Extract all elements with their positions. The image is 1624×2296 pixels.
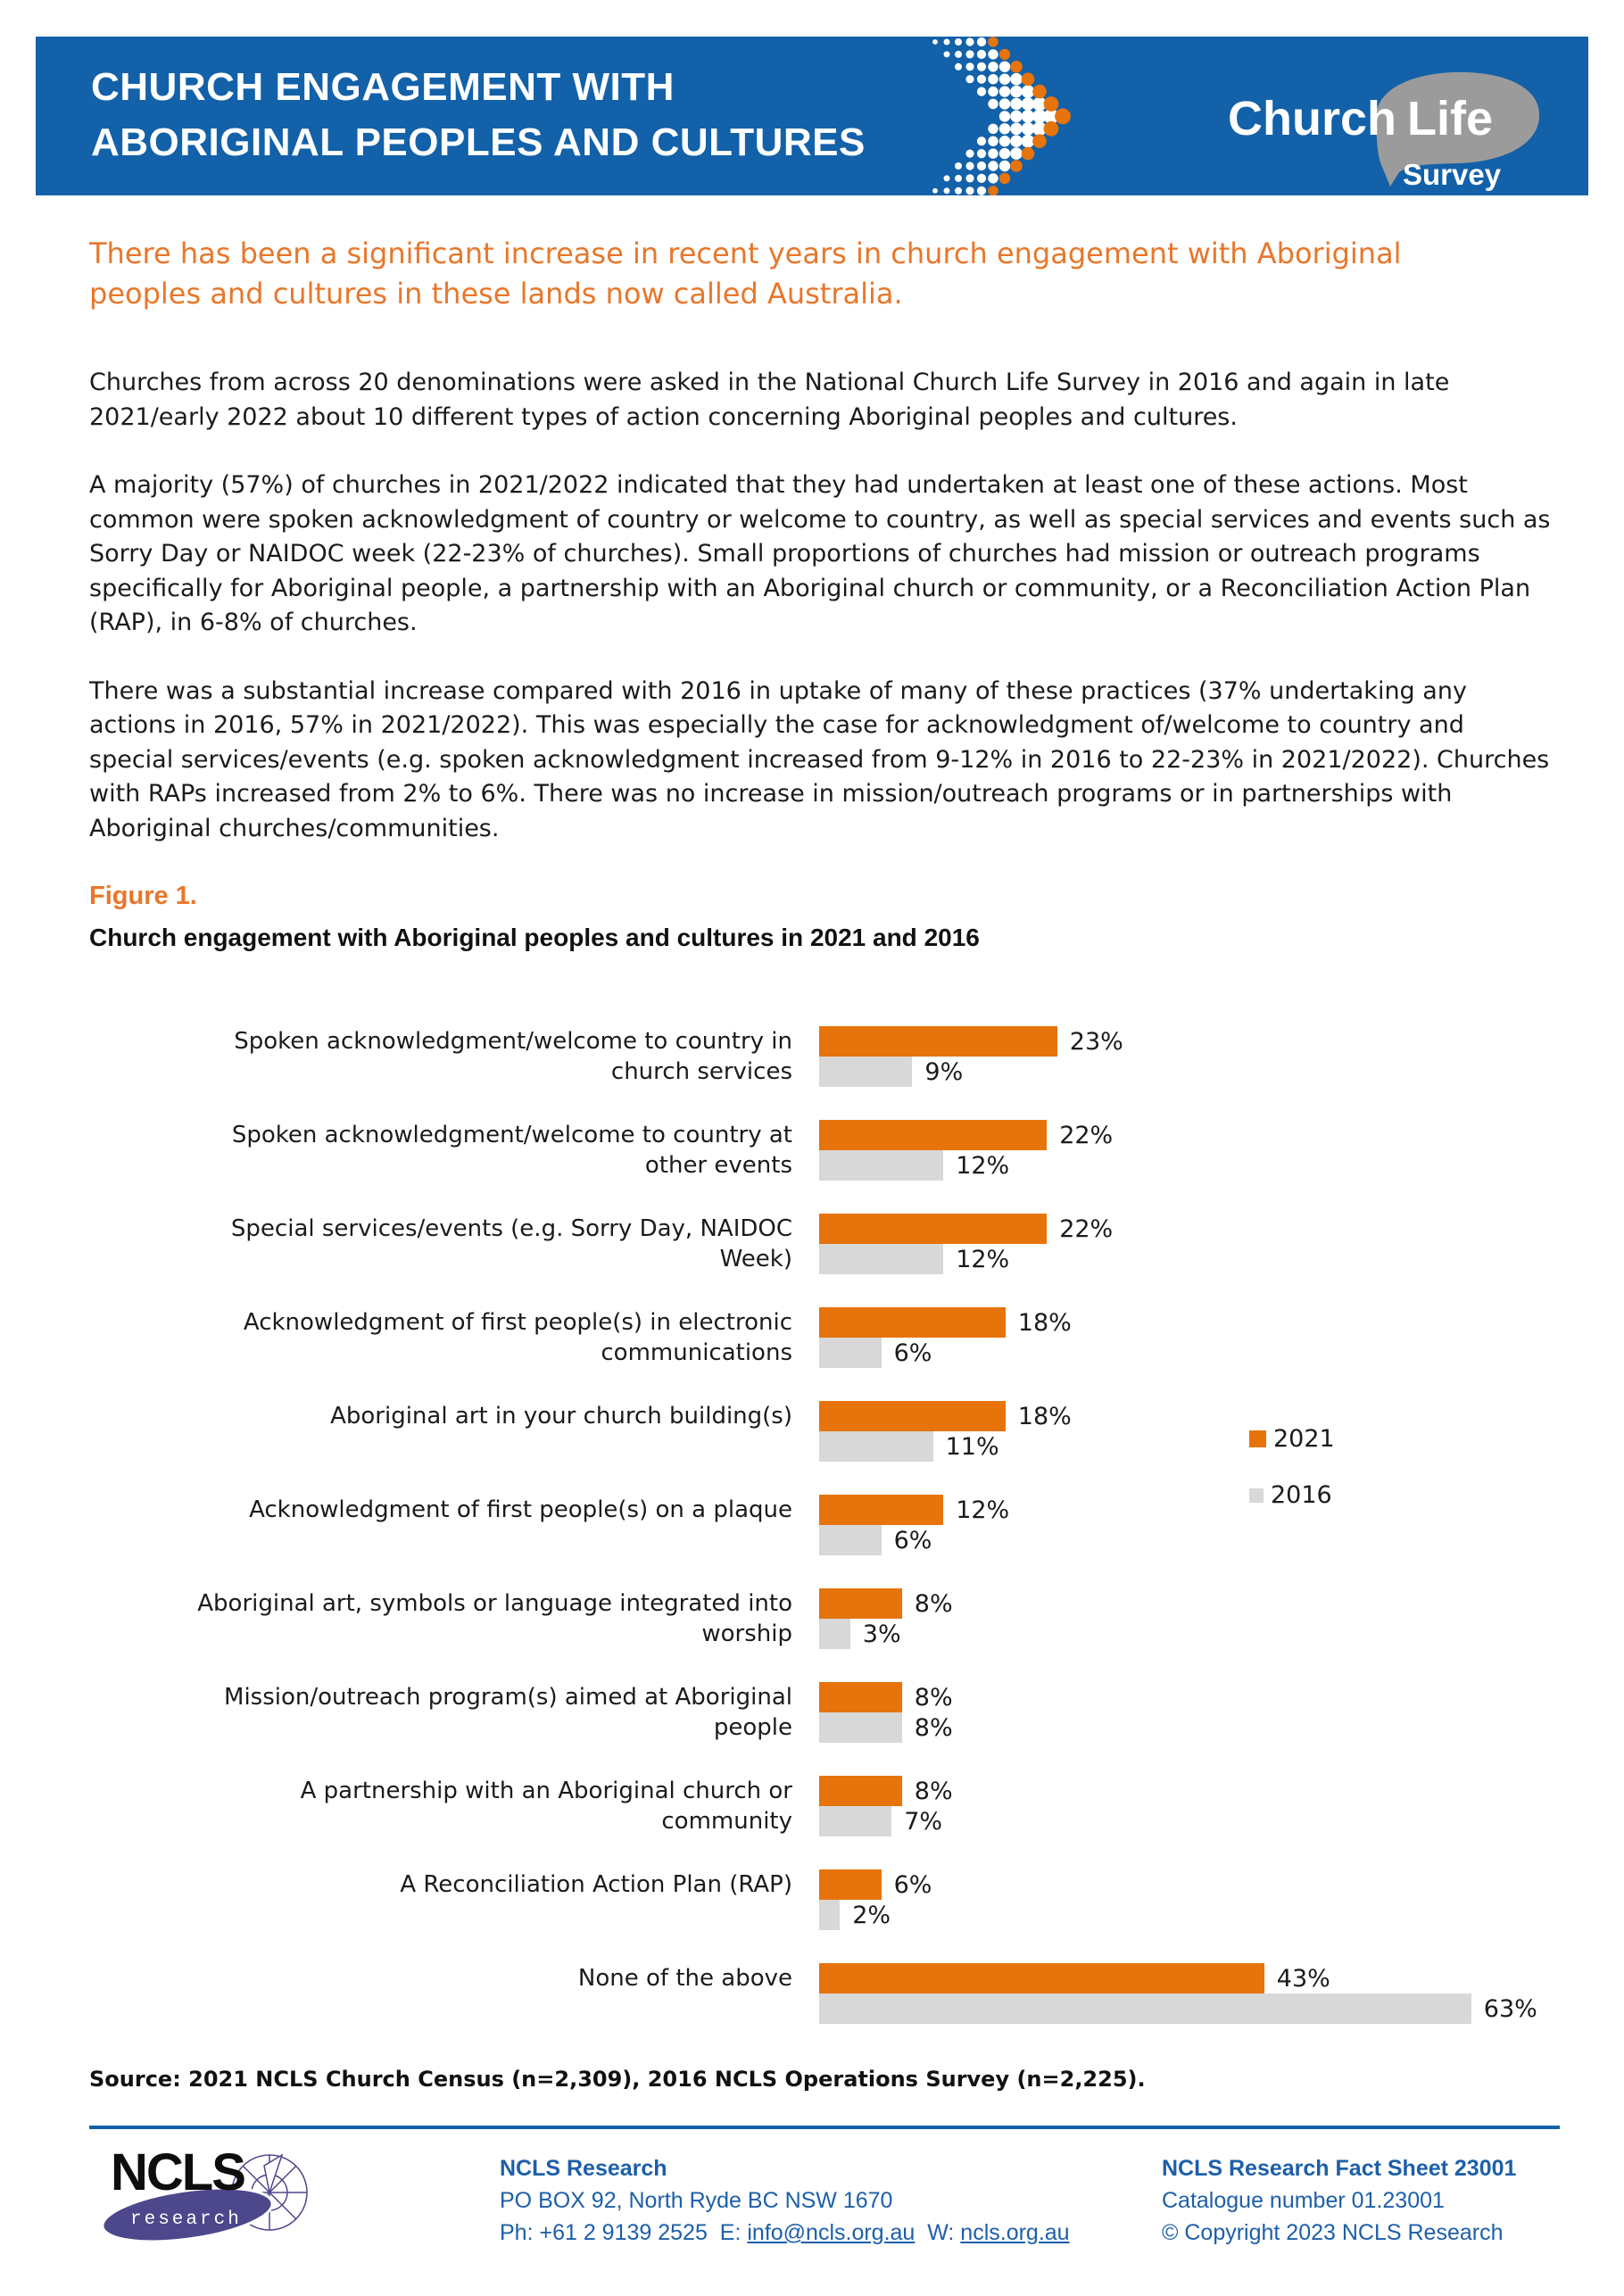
chart-row [89,1307,1570,1401]
category-label: A partnership with an Aboriginal church or community [300,1778,792,1835]
bar-value-2021: 23% [1069,1027,1123,1056]
website-link[interactable]: ncls.org.au [960,2220,1070,2245]
bar-2021 [819,1963,1264,1993]
document-title-line1: CHURCH ENGAGEMENT WITH [91,65,675,109]
document-title-line2: ABORIGINAL PEOPLES AND CULTURES [91,120,866,164]
intro-section [89,234,1553,880]
chart-row [89,1682,1570,1776]
bar-2016 [819,1338,882,1368]
bar-2016 [819,1057,912,1087]
legend-item-2021 [1249,1425,1335,1453]
bar-value-2021: 18% [1017,1402,1072,1430]
chart-row [89,1401,1570,1495]
bar-value-2021: 12% [956,1496,1010,1524]
chart-row [89,1869,1570,1963]
logo-survey-text: Survey [1403,158,1502,191]
category-label: Spoken acknowledgment/welcome to country at other events [231,1122,792,1179]
bar-value-2021: 6% [893,1870,932,1899]
category-label: None of the above [577,1965,792,1992]
bar-2021 [819,1776,902,1806]
paragraph-3: There was a substantial increase compared with 2016 in uptake of many of these practices (37% undertaking any actions in 2016, 57% in 2021/2022). This was especially the case for acknowledgment of/welcome to country and special services/events (e.g. spoken acknowledgment increased from 9-12% in 2016 to 22-23% in 2021/2022). Churches with RAPs increased from 2% to 6%. There was no increase in mission/outreach programs or in partnerships with Aboriginal churches/communities. [89,676,1550,842]
footer-contact-block [500,2152,1070,2249]
paragraph-2: A majority (57%) of churches in 2021/2022 indicated that they had undertaken at least one of these actions. Most common were spoken acknowledgment of country or welcome to country, as well as special services and events such as Sorry Day or NAIDOC week (22-23% of churches). Small proportions of churches had mission or outreach programs specifically for Aboriginal people, a partnership with an Aboriginal church or community, or a Reconciliation Action Plan (RAP), in 6-8% of churches. [89,471,1551,636]
bar-2021 [819,1120,1047,1150]
bar-2021 [819,1401,1006,1431]
bar-2016 [819,1431,933,1462]
bar-value-2016: 12% [956,1245,1010,1273]
footer-org-name: NCLS Research [500,2156,667,2181]
footer-publication-block [1162,2152,1516,2249]
email-label: E: [719,2220,742,2245]
bar-value-2016: 6% [893,1339,932,1367]
bar-2021 [819,1869,882,1900]
bar-2021 [819,1495,943,1525]
document-title [91,60,866,170]
footer-contact-line [500,2217,1070,2249]
chart-row [89,1776,1570,1869]
phone-number: +61 2 9139 2525 [539,2220,708,2245]
chart-row [89,1588,1570,1682]
category-label: Mission/outreach program(s) aimed at Aboriginal people [224,1684,792,1741]
bar-2021 [819,1588,902,1619]
bar-2021 [819,1026,1057,1057]
fact-sheet-number: NCLS Research Fact Sheet 23001 [1162,2156,1517,2181]
category-label: Spoken acknowledgment/welcome to country in church services [234,1028,792,1085]
bar-value-2016: 3% [862,1620,901,1648]
catalogue-number: Catalogue number 01.23001 [1162,2188,1445,2213]
bar-value-2016: 63% [1483,1994,1537,2023]
bar-2021 [819,1307,1006,1338]
bar-2021 [819,1682,902,1712]
bar-2016 [819,1619,850,1649]
legend-swatch-2021 [1249,1430,1266,1447]
legend-swatch-2016 [1249,1488,1264,1503]
category-label: A Reconciliation Action Plan (RAP) [400,1871,792,1898]
footer-address: PO BOX 92, North Ryde BC NSW 1670 [500,2188,893,2213]
category-label: Aboriginal art in your church building(s) [330,1403,792,1430]
category-label: Special services/events (e.g. Sorry Day, NAIDOC Week) [230,1215,792,1272]
bar-value-2021: 22% [1059,1214,1114,1243]
legend-label-2021: 2021 [1273,1425,1335,1453]
chart-row [89,1120,1570,1214]
bar-value-2021: 8% [914,1777,953,1805]
chart-row [89,1214,1570,1307]
bar-value-2021: 43% [1276,1964,1330,1993]
paragraph-1: Churches from across 20 denominations were asked in the National Church Life Survey in 2016 and again in late 2021/early 2022 about 10 different types of action concerning Aboriginal peoples and cultures. [89,369,1450,431]
bar-value-2016: 6% [893,1526,932,1554]
category-label: Acknowledgment of first people(s) in electronic communications [243,1309,792,1366]
bar-value-2021: 8% [914,1589,953,1618]
bar-2016 [819,1150,943,1181]
category-label: Aboriginal art, symbols or language integrated into worship [197,1590,792,1647]
bar-2016 [819,1525,882,1555]
church-life-survey-logo [1224,67,1545,195]
bar-2016 [819,1993,1471,2024]
bar-value-2016: 11% [945,1432,999,1461]
ncls-research-logo [98,2143,330,2246]
email-link[interactable]: info@ncls.org.au [747,2220,916,2245]
bar-2016 [819,1244,943,1274]
bar-chart [89,1026,1570,2057]
legend-label-2016: 2016 [1271,1481,1332,1509]
copyright-line: © Copyright 2023 NCLS Research [1162,2220,1504,2245]
bar-value-2016: 12% [956,1151,1010,1180]
bar-2016 [819,1806,891,1836]
logo-ncls-text: NCLS [111,2143,244,2201]
chart-rows [89,1026,1570,2057]
bar-2021 [819,1214,1047,1244]
chart-title: Church engagement with Aboriginal peoples and cultures in 2021 and 2016 [89,924,980,951]
bar-value-2016: 8% [914,1713,953,1742]
header-banner [36,37,1588,195]
bar-value-2016: 9% [924,1057,964,1086]
bar-2016 [819,1712,902,1743]
web-label: W: [927,2220,955,2245]
bar-value-2021: 18% [1017,1308,1072,1337]
logo-church-life-text: Church Life [1228,92,1494,145]
chart-row [89,1963,1570,2057]
intro-headline: There has been a significant increase in recent years in church engagement with Aboriginal peoples and cultures in these lands now called Australia. [89,236,1402,311]
logo-research-text: research [130,2209,242,2230]
phone-label: Ph: [500,2220,534,2245]
legend-item-2016 [1249,1481,1335,1509]
chart-legend [1249,1425,1335,1538]
bar-value-2016: 7% [904,1807,943,1836]
dots-chevron-icon [928,37,1081,195]
bar-value-2021: 8% [914,1683,953,1712]
bar-value-2016: 2% [852,1901,891,1929]
footer-divider [89,2126,1560,2129]
bar-value-2021: 22% [1059,1121,1114,1149]
chart-row [89,1495,1570,1588]
chart-row [89,1026,1570,1120]
source-note: Source: 2021 NCLS Church Census (n=2,309), 2016 NCLS Operations Survey (n=2,225). [89,2067,1146,2092]
bar-2016 [819,1900,840,1930]
figure-label: Figure 1. [89,882,197,910]
category-label: Acknowledgment of first people(s) on a plaque [249,1496,792,1523]
